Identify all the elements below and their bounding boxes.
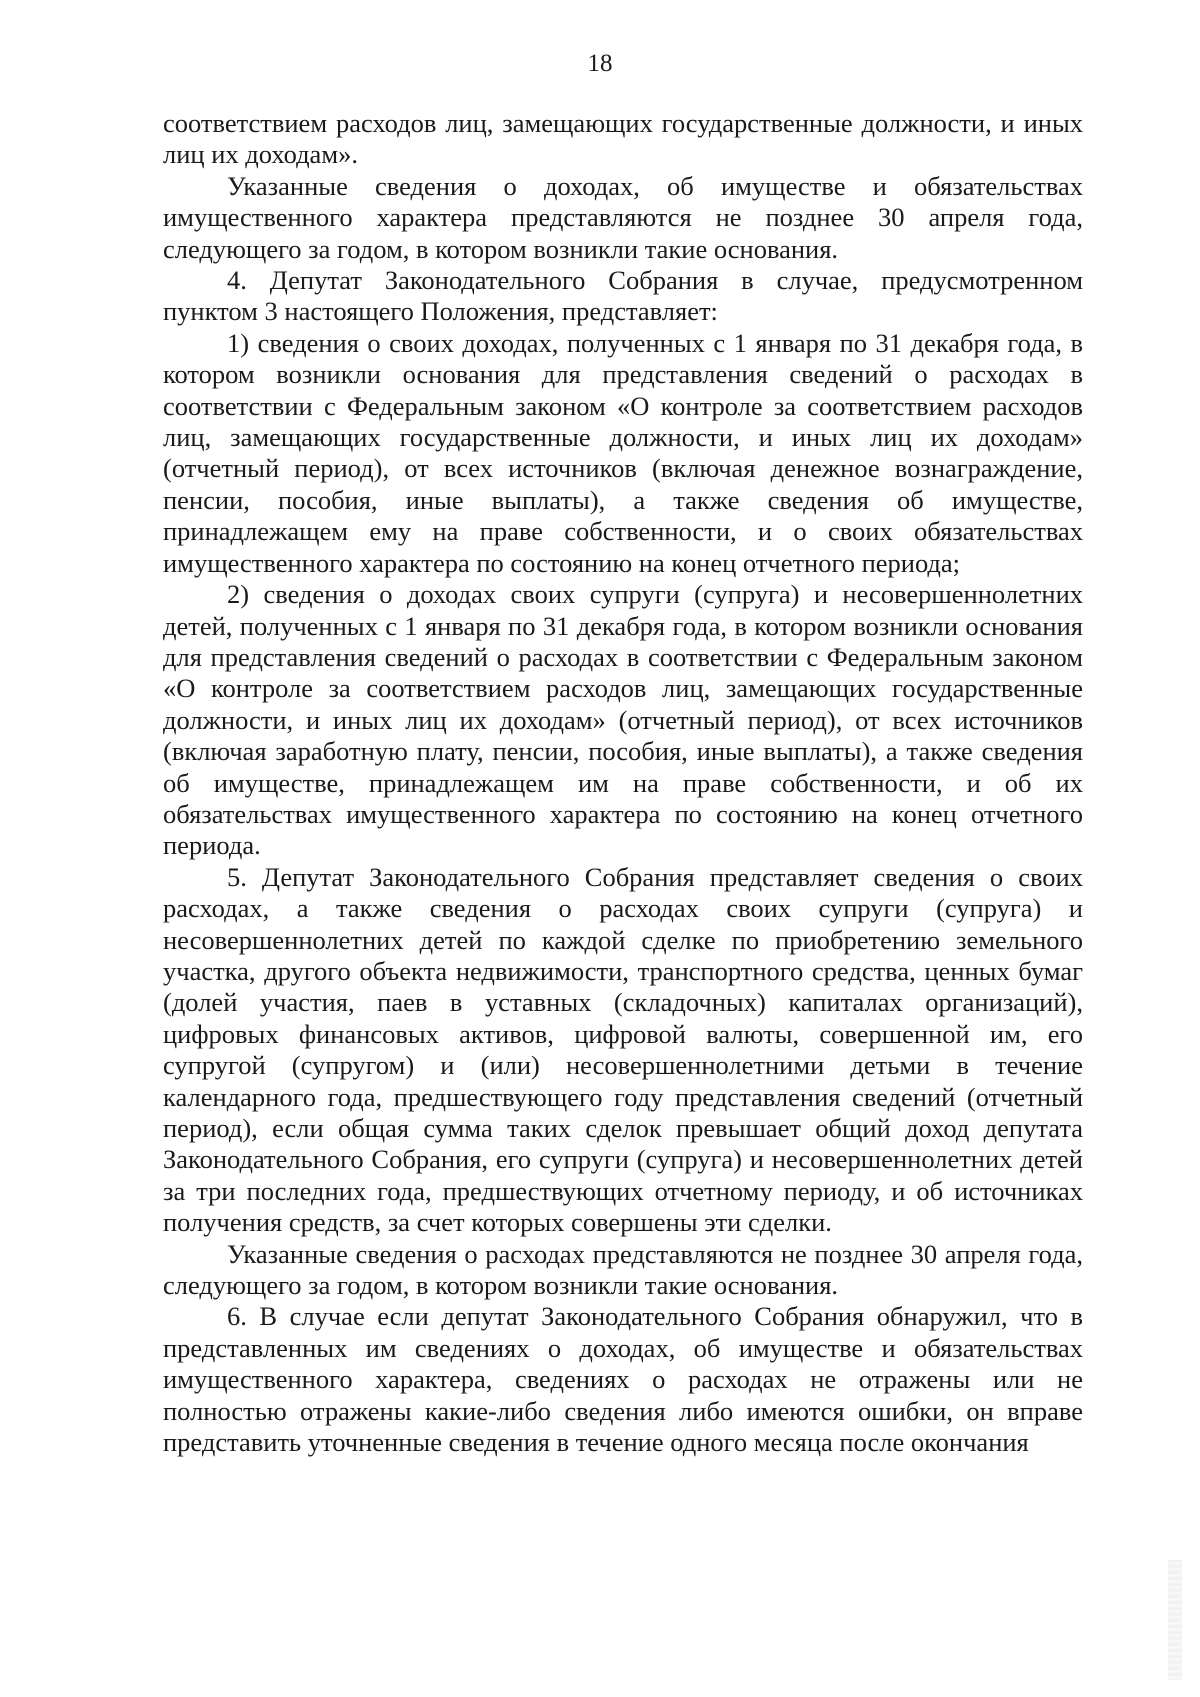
page-number: 18 [587,50,613,77]
paragraph-item-4: 4. Депутат Законодательного Собрания в случае, предусмотренном пунктом 3 настоящего Положения, представляет: [163,265,1083,327]
paragraph-item-4-2: 2) сведения о доходах своих супруги (супруга) и несовершеннолетних детей, полученных с 1 января по 31 декабря года, в котором возникли основания для представления сведений о расходах в соответствии с Федеральным законом «О контроле за соответствием расходов лиц, замещающих государственные должности, и иных лиц их доходам» (отчетный период), от всех источников (включая заработную плату, пенсии, пособия, иные выплаты), а также сведения об имуществе, принадлежащем им на праве собственности, и об их обязательствах имущественного характера по состоянию на конец отчетного периода. [163,579,1083,861]
document-body [163,108,1083,1458]
paragraph-expense-deadline: Указанные сведения о расходах представляются не позднее 30 апреля года, следующего за годом, в котором возникли такие основания. [163,1238,1083,1301]
paragraph-income-deadline: Указанные сведения о доходах, об имуществе и обязательствах имущественного характера представляются не позднее 30 апреля года, следующего за годом, в котором возникли такие основания. [163,170,1083,264]
paragraph-continuation: соответствием расходов лиц, замещающих государственные должности, и иных лиц их доходам». [163,108,1083,170]
paragraph-item-6: 6. В случае если депутат Законодательного Собрания обнаружил, что в представленных им сведениях о доходах, об имуществе и обязательствах имущественного характера, сведениях о расходах не отражены или не полностью отражены какие-либо сведения либо имеются ошибки, он вправе представить уточненные сведения в течение одного месяца после окончания [163,1301,1083,1458]
paragraph-item-4-1: 1) сведения о своих доходах, полученных с 1 января по 31 декабря года, в котором возникли основания для представления сведений о расходах в соответствии с Федеральным законом «О контроле за соответствием расходов лиц, замещающих государственные должности, и иных лиц их доходам» (отчетный период), от всех источников (включая денежное вознаграждение, пенсии, пособия, иные выплаты), а также сведения об имуществе, принадлежащем ему на праве собственности, и о своих обязательствах имущественного характера по состоянию на конец отчетного периода; [163,327,1083,578]
paragraph-item-5: 5. Депутат Законодательного Собрания представляет сведения о своих расходах, а также сведения о расходах своих супруги (супруга) и несовершеннолетних детей по каждой сделке по приобретению земельного участка, другого объекта недвижимости, транспортного средства, ценных бумаг (долей участия, паев в уставных (складочных) капиталах организаций), цифровых финансовых активов, цифровой валюты, совершенной им, его супругой (супругом) и (или) несовершеннолетними детьми в течение календарного года, предшествующего году представления сведений (отчетный период), если общая сумма таких сделок превышает общий доход депутата Законодательного Собрания, его супруги (супруга) и несовершеннолетних детей за три последних года, предшествующих отчетному периоду, и об источниках получения средств, за счет которых совершены эти сделки. [163,861,1083,1238]
scan-artifact [1168,1560,1182,1680]
